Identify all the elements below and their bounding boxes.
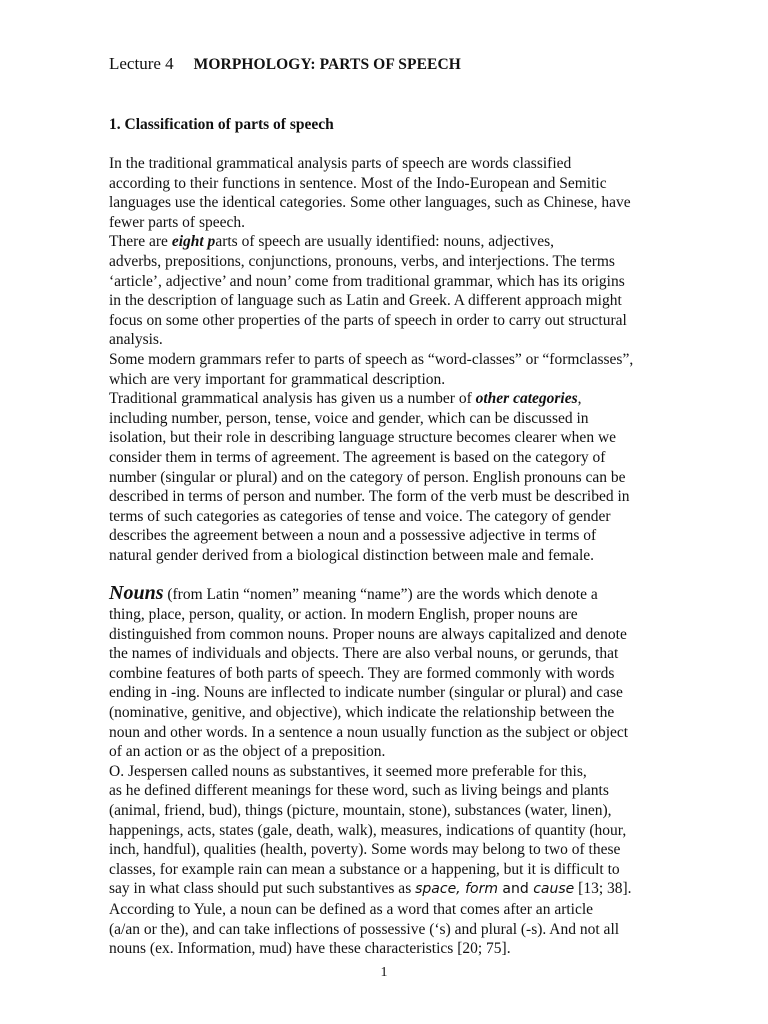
- text-line: O. Jespersen called nouns as substantives, it seemed more preferable for this,: [109, 762, 587, 780]
- text-line: describes the agreement between a noun and a possessive adjective in terms of: [109, 527, 597, 545]
- text-line: in the description of language such as Latin and Greek. A different approach might: [109, 292, 622, 310]
- text-line: thing, place, person, quality, or action. In modern English, proper nouns are: [109, 606, 578, 624]
- paragraph-word-classes: [109, 350, 719, 389]
- text-line: isolation, but their role in describing language structure becomes clearer when we: [109, 429, 617, 447]
- example-cause: cause: [533, 881, 575, 898]
- text-line: [109, 389, 719, 409]
- text-line: described in terms of person and number. The form of the verb must be described in: [109, 488, 630, 506]
- text-line: According to Yule, a noun can be defined as a word that comes after an article: [109, 900, 594, 918]
- text-line: which are very important for grammatical description.: [109, 370, 446, 388]
- text-line: nouns (ex. Information, mud) have these characteristics [20; 75].: [109, 940, 511, 958]
- page-number: 1: [380, 965, 388, 980]
- paragraph-jespersen: [109, 762, 719, 900]
- text-line: (animal, friend, bud), things (picture, mountain, stone), substances (water, linen),: [109, 802, 612, 819]
- text-line: as he defined different meanings for these word, such as living beings and plants: [109, 782, 609, 800]
- text-line: Some modern grammars refer to parts of speech as “word-classes” or “formclasses”,: [109, 350, 634, 368]
- text-line: [109, 879, 719, 900]
- document-page: [109, 52, 719, 959]
- paragraph-yule: [109, 900, 719, 959]
- lecture-number: Lecture 4: [109, 54, 174, 73]
- text-line: according to their functions in sentence. Most of the Indo-European and Semitic: [109, 174, 607, 192]
- text-line: languages use the identical categories. Some other languages, such as Chinese, have: [109, 194, 631, 212]
- text-line: terms of such categories as categories of tense and voice. The category of gender: [109, 507, 611, 525]
- text-fragment: Traditional grammatical analysis has given us a number of: [109, 390, 476, 408]
- paragraph-other-categories: [109, 389, 719, 565]
- text-fragment: say in what class should put such substantives as: [109, 880, 416, 898]
- text-line: focus on some other properties of the parts of speech in order to carry out structural: [109, 311, 627, 329]
- paragraph-eight-parts: [109, 232, 719, 350]
- text-line: happenings, acts, states (gale, death, walk), measures, indications of quantity (hour,: [109, 821, 627, 839]
- lecture-title: [109, 52, 719, 76]
- text-line: the names of individuals and objects. There are also verbal nouns, or gerunds, that: [109, 645, 619, 663]
- nouns-heading-word: Nouns: [109, 582, 164, 605]
- text-fragment: ,: [577, 390, 582, 408]
- lecture-subject: MORPHOLOGY: PARTS OF SPEECH: [193, 56, 461, 73]
- text-fragment: There are: [109, 233, 172, 251]
- text-line: analysis.: [109, 331, 163, 349]
- text-line: noun and other words. In a sentence a noun usually function as the subject or object: [109, 723, 629, 741]
- text-line: fewer parts of speech.: [109, 213, 245, 231]
- text-line: inch, handful), qualities (health, poverty). Some words may belong to two of these: [109, 841, 621, 859]
- text-line: ending in -ing. Nouns are inflected to indicate number (singular or plural) and case: [109, 684, 623, 702]
- example-and: and: [497, 881, 534, 898]
- text-line: [109, 584, 719, 605]
- text-line: (nominative, genitive, and objective), which indicate the relationship between the: [109, 704, 615, 722]
- text-line: [109, 232, 719, 252]
- text-line: (a/an or the), and can take inflections of possessive (‘s) and plural (-s). And not all: [109, 920, 620, 938]
- paragraph-intro: [109, 154, 719, 232]
- text-line: number (singular or plural) and on the category of person. English pronouns can be: [109, 468, 626, 486]
- paragraph-nouns: [109, 584, 719, 761]
- text-line: natural gender derived from a biological distinction between male and female.: [109, 546, 595, 564]
- text-fragment: arts of speech are usually identified: nouns, adjectives,: [215, 233, 555, 251]
- emphasis-other-categories: other categories: [475, 390, 578, 408]
- text-line: consider them in terms of agreement. The agreement is based on the category of: [109, 448, 606, 466]
- text-fragment: (from Latin “nomen” meaning “name”) are the words which denote a: [163, 586, 598, 604]
- citation: [13; 38].: [574, 880, 632, 898]
- text-line: classes, for example rain can mean a substance or a happening, but it is difficult to: [109, 860, 620, 878]
- text-line: In the traditional grammatical analysis parts of speech are words classified: [109, 155, 572, 172]
- text-line: including number, person, tense, voice and gender, which can be discussed in: [109, 409, 589, 427]
- example-space-form: space, form: [415, 881, 498, 898]
- section-heading: 1. Classification of parts of speech: [109, 116, 334, 133]
- text-line: ‘article’, adjective’ and noun’ come from traditional grammar, which has its origins: [109, 272, 625, 290]
- text-line: of an action or as the object of a preposition.: [109, 743, 386, 761]
- text-line: distinguished from common nouns. Proper nouns are always capitalized and denote: [109, 625, 627, 643]
- text-line: adverbs, prepositions, conjunctions, pronouns, verbs, and interjections. The terms: [109, 252, 615, 270]
- text-line: combine features of both parts of speech. They are formed commonly with words: [109, 664, 615, 682]
- emphasis-eight: eight p: [171, 233, 216, 251]
